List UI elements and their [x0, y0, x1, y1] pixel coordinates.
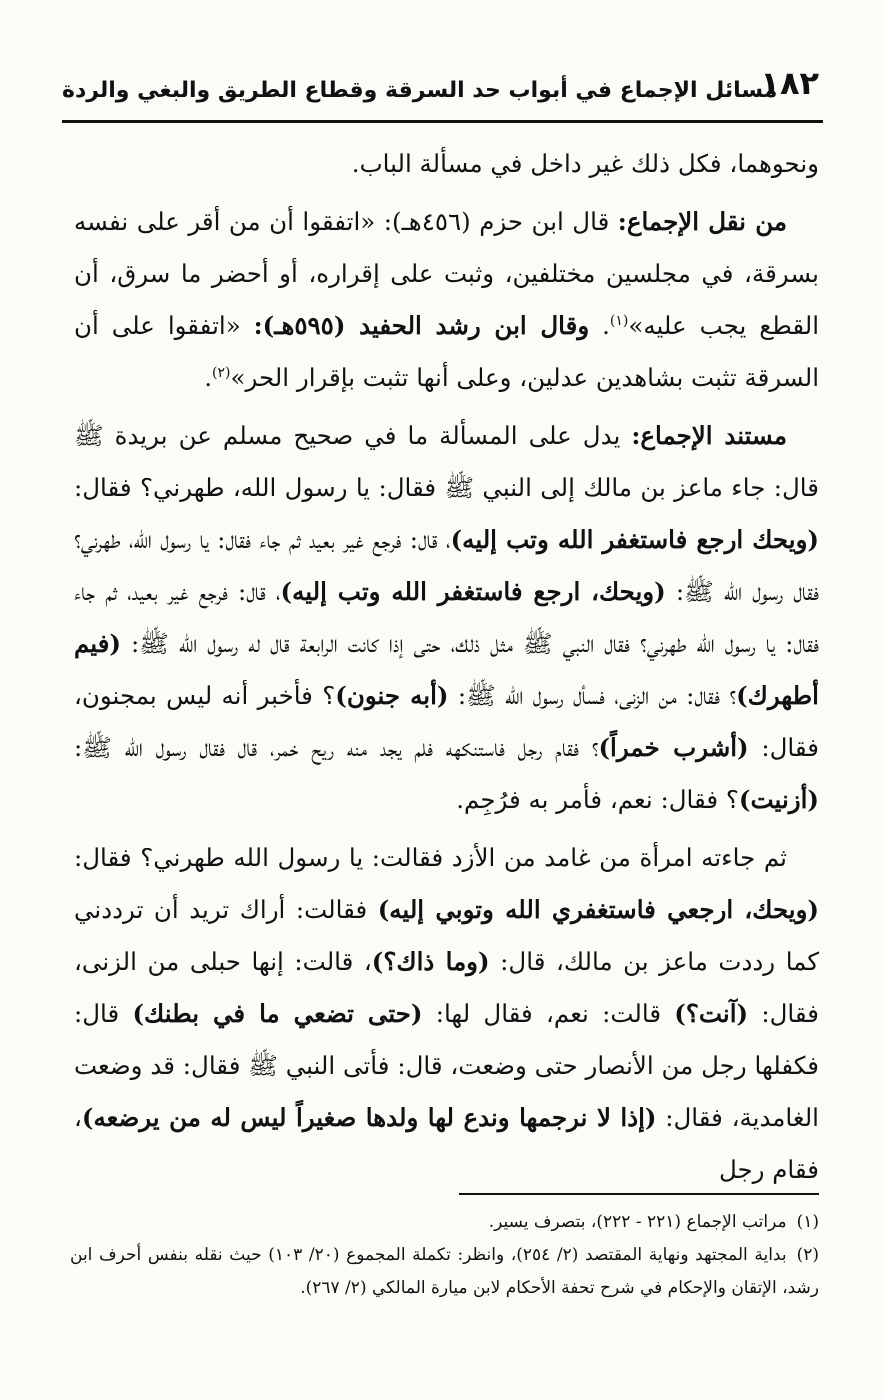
- paragraph-ghamidiya: ثم جاءته امرأة من غامد من الأزد فقالت: يا رسول الله طهرني؟ فقال: (ويحك، ارجعي فاستغفري الله وتوبي إليه) فقالت: أراك تريد أن ترددني كما رددت ماعز بن مالك، قال: (وما ذاك؟)، قالت: إنها حبلى من الزنى، فقال: (آنت؟) قالت: نعم، فقال لها: (حتى تضعي ما في بطنك) قال: فكفلها رجل من الأنصار حتى وضعت، قال: فأتى النبي ﷺ فقال: قد وضعت الغامدية، فقال: (إذا لا نرجمها وندع لها ولدها صغيراً ليس له من يرضعه)، فقام رجل: [74, 843, 820, 1184]
- main-text: [74, 138, 819, 1202]
- footnote-ref-1: (١): [609, 312, 629, 329]
- footnote-item: [70, 1239, 819, 1305]
- footnote-number: (١): [796, 1212, 819, 1232]
- running-title: مسائل الإجماع في أبواب حد السرقة وقطاع الطريق والبغي والردة: [62, 78, 778, 103]
- paragraph-1: ونحوهما، فكل ذلك غير داخل في مسألة الباب.: [351, 149, 819, 178]
- section-label-transmitters: من نقل الإجماع:: [617, 207, 788, 236]
- section-label-evidence: مستند الإجماع:: [631, 421, 787, 450]
- footnote-text: مراتب الإجماع (٢٢١ - ٢٢٢)، بتصرف يسير.: [488, 1212, 787, 1232]
- footnote-ref-2: (٢): [212, 364, 231, 381]
- footnote-text: بداية المجتهد ونهاية المقتصد (٢/ ٢٥٤)، وانظر: تكملة المجموع (٢٠/ ١٠٣) حيث نقله بنفس أحرف ابن رشد، الإتقان والإحكام في شرح تحفة الأحكام لابن ميارة المالكي (٢/ ٢٦٧).: [70, 1245, 819, 1298]
- footnote-number: (٢): [796, 1245, 820, 1265]
- header-rule: [62, 120, 823, 123]
- page-number: ١٨٢: [760, 64, 819, 102]
- footnote-rule: [459, 1193, 819, 1195]
- footnote-item: [70, 1206, 819, 1239]
- page-header: [62, 62, 823, 112]
- paragraph-evidence: مستند الإجماع: يدل على المسألة ما في صحيح مسلم عن بريدة ﷺ قال: جاء ماعز بن مالك إلى النبي ﷺ فقال: يا رسول الله، طهرني؟ فقال: (ويحك ارجع فاستغفر الله وتب إليه)، قال: فرجع غير بعيد ثم جاء فقال: يا رسول الله، طهرني؟ فقال رسول الله ﷺ: (ويحك، ارجع فاستغفر الله وتب إليه)، قال: فرجع غير بعيد، ثم جاء فقال: يا رسول الله طهرني؟ فقال النبي ﷺ مثل ذلك، حتى إذا كانت الرابعة قال له رسول الله ﷺ: (فيم أطهرك)؟ فقال: من الزنى، فسأل رسول الله ﷺ: (أبه جنون)؟ فأخبر أنه ليس بمجنون، فقال: (أشرب خمراً)؟ فقام رجل فاستنكهه فلم يجد منه ريح خمر، قال فقال رسول الله ﷺ: (أزنيت)؟ فقال: نعم، فأمر به فرُجِم.: [74, 421, 820, 814]
- footnotes: [70, 1206, 819, 1305]
- paragraph-transmitters: من نقل الإجماع: قال ابن حزم (٤٥٦هـ): «اتفقوا أن من أقر على نفسه بسرقة، في مجلسين مختلفين، وثبت على إقراره، أو أحضر ما سرق، أن القطع يجب عليه»$^{(١)}$. وقال ابن رشد الحفيد (٥٩٥هـ): «اتفقوا على أن السرقة تثبت بشاهدين عدلين، وعلى أنها تثبت بإقرار الحر»$^{(٢)}$.: [74, 207, 820, 392]
